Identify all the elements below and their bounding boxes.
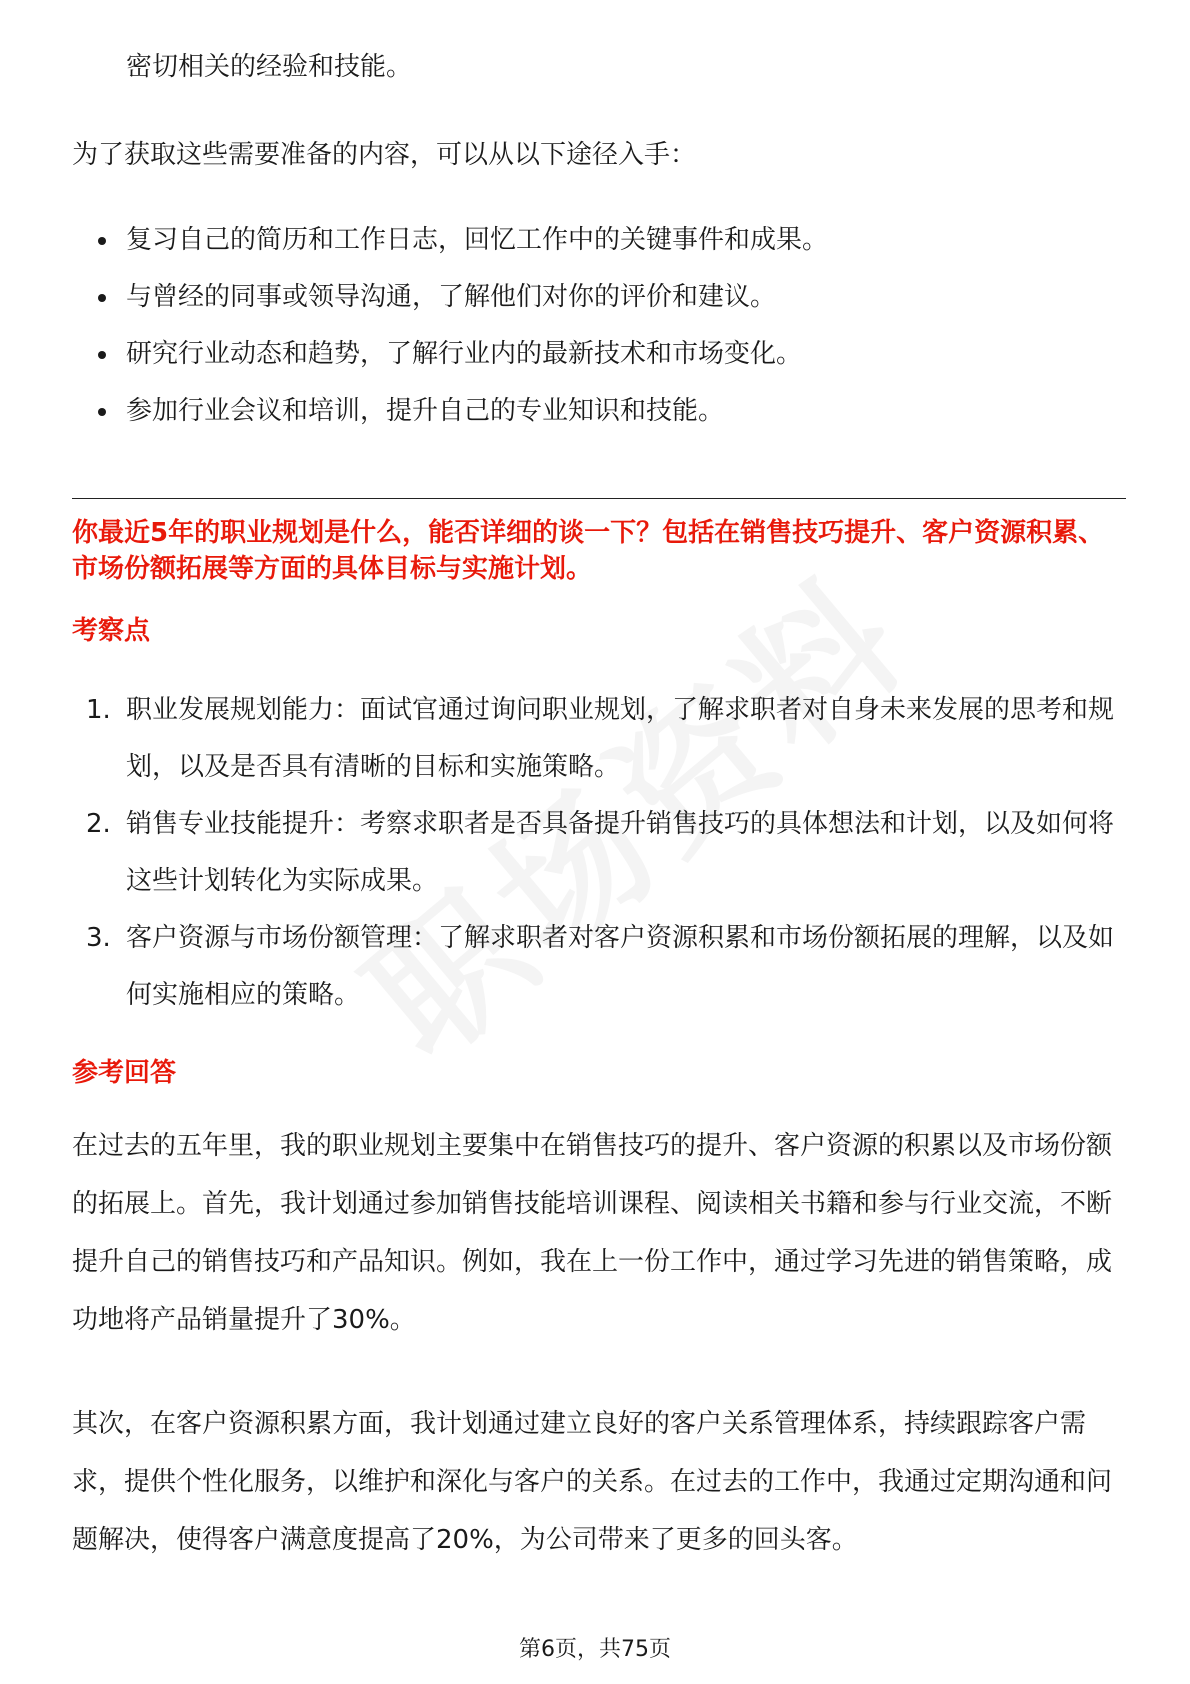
list-item-text: 客户资源与市场份额管理：了解求职者对客户资源积累和市场份额拓展的理解，以及如何实施相应的策略。 xyxy=(126,923,1115,1010)
answer-paragraph: 其次，在客户资源积累方面，我计划通过建立良好的客户关系管理体系，持续跟踪客户需求，提供个性化服务，以维护和深化与客户的关系。在过去的工作中，我通过定期沟通和问题解决，使得客户满意度提高了20%，为公司带来了更多的回头客。 xyxy=(72,1409,1113,1555)
list-number: 3. xyxy=(86,923,111,953)
assessment-list xyxy=(72,682,1132,1024)
list-number: 2. xyxy=(86,809,111,839)
list-item xyxy=(72,212,1122,269)
page-footer: 第6页，共75页 xyxy=(519,1637,671,1662)
list-item-text: 研究行业动态和趋势，了解行业内的最新技术和市场变化。 xyxy=(126,339,803,369)
list-item xyxy=(72,269,1122,326)
answer-paragraph: 在过去的五年里，我的职业规划主要集中在销售技巧的提升、客户资源的积累以及市场份额的拓展上。首先，我计划通过参加销售技能培训课程、阅读相关书籍和参与行业交流，不断提升自己的销售技巧和产品知识。例如，我在上一份工作中，通过学习先进的销售策略，成功地将产品销量提升了30%。 xyxy=(72,1131,1113,1335)
list-item xyxy=(72,796,1132,910)
intro-text: 为了获取这些需要准备的内容，可以从以下途径入手： xyxy=(72,140,697,170)
list-number: 1. xyxy=(86,695,111,725)
bullet-icon xyxy=(98,351,106,359)
list-item-text: 与曾经的同事或领导沟通，了解他们对你的评价和建议。 xyxy=(126,282,777,312)
list-item xyxy=(72,326,1122,383)
list-item xyxy=(72,383,1122,440)
bullet-icon xyxy=(98,237,106,245)
list-item-text: 参加行业会议和培训，提升自己的专业知识和技能。 xyxy=(126,396,725,426)
list-item-text: 销售专业技能提升：考察求职者是否具备提升销售技巧的具体想法和计划，以及如何将这些计划转化为实际成果。 xyxy=(126,809,1115,896)
section-divider xyxy=(72,498,1126,499)
list-item xyxy=(72,682,1132,796)
bullet-icon xyxy=(98,408,106,416)
section-heading-reference-answer: 参考回答 xyxy=(72,1058,177,1088)
continuation-text: 密切相关的经验和技能。 xyxy=(126,52,413,82)
section-heading-assessment: 考察点 xyxy=(72,616,151,646)
list-item-text: 复习自己的简历和工作日志，回忆工作中的关键事件和成果。 xyxy=(126,225,829,255)
bullet-icon xyxy=(98,294,106,302)
list-item-text: 职业发展规划能力：面试官通过询问职业规划，了解求职者对自身未来发展的思考和规划，以及是否具有清晰的目标和实施策略。 xyxy=(126,695,1115,782)
bullet-list xyxy=(72,212,1122,440)
question-heading: 你最近5年的职业规划是什么，能否详细的谈一下？包括在销售技巧提升、客户资源积累、市场份额拓展等方面的具体目标与实施计划。 xyxy=(72,518,1105,584)
list-item xyxy=(72,910,1132,1024)
